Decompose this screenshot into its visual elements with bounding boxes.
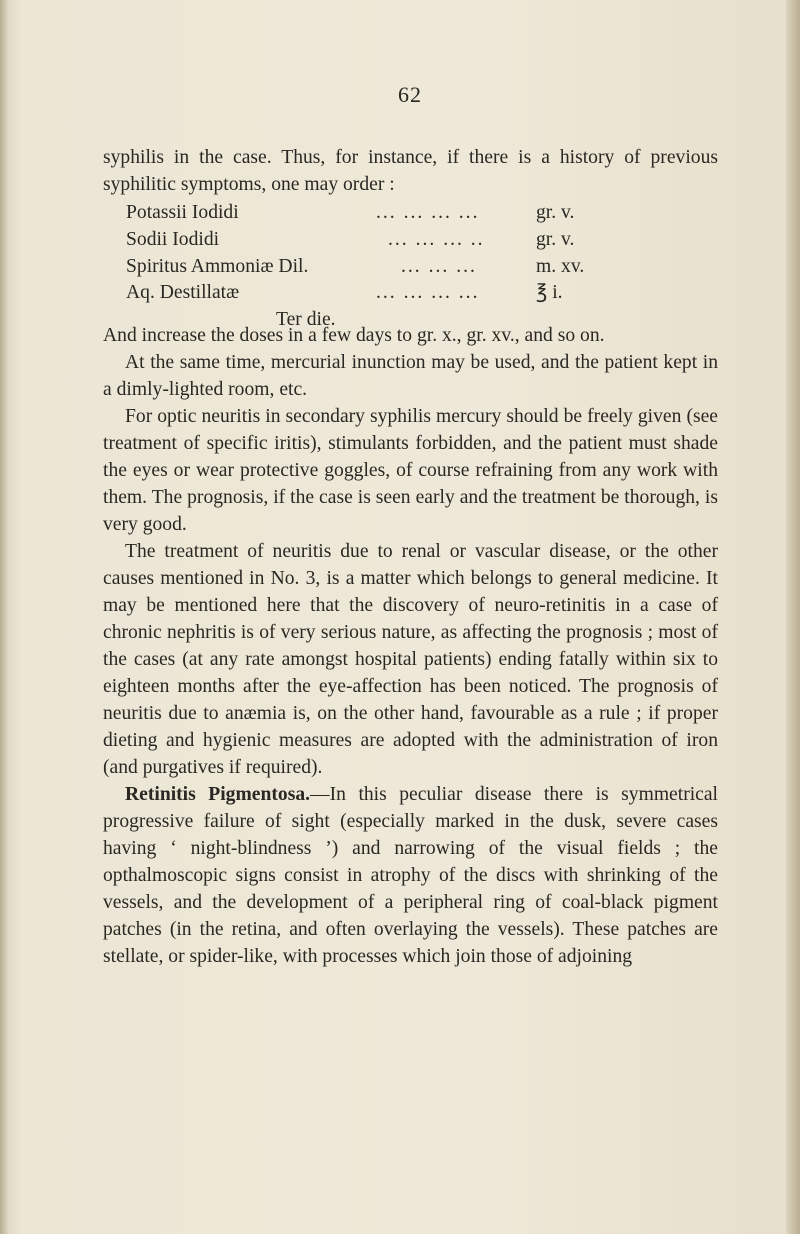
- section-heading: Retinitis Pigmentosa.: [125, 784, 311, 805]
- intro-paragraph: [103, 144, 718, 198]
- prescription-note: Ter die.: [276, 309, 336, 330]
- ingredient-dose: gr. v.: [536, 202, 575, 223]
- main-text: [103, 322, 718, 970]
- ingredient-name: Aq. Destillatæ: [126, 282, 240, 304]
- page-right-edge: [786, 0, 800, 1234]
- dot-leader: ... ... ... ...: [376, 202, 480, 223]
- dot-leader: ... ... ... ...: [376, 282, 480, 304]
- ingredient-name: Spiritus Ammoniæ Dil.: [126, 255, 309, 277]
- prescription: [126, 200, 711, 330]
- paragraph: The treatment of neuritis due to renal or vascular disease, or the other causes mentioned in No. 3, is a matter which belongs to general medicine. It may be mentioned here that the discovery of neuro-retinitis in a case of chronic nephritis is of very serious nature, as affecting the prognosis ; most of the cases (at any rate amongst hospital patients) ending fatally within six to eighteen months after the eye-affection has been noticed. The prognosis of neuritis due to anæmia is, on the other hand, favourable as a rule ; if proper dieting and hygienic measures are adopted with the administration of iron (and purgatives if required).: [103, 541, 718, 778]
- paragraph: At the same time, mercurial inunction may be used, and the patient kept in a dimly-lighted room, etc.: [103, 352, 718, 400]
- dot-leader: ... ... ... ..: [388, 228, 485, 250]
- ingredient-dose: m. xv.: [536, 255, 585, 277]
- intro-text: syphilis in the case. Thus, for instance, if there is a history of previous syphilitic symptoms, one may order :: [103, 147, 718, 195]
- dot-leader: ... ... ...: [401, 255, 477, 277]
- ingredient-dose: gr. v.: [536, 228, 575, 250]
- ingredient-dose: ℥ i.: [536, 282, 563, 304]
- paragraph: And increase the doses in a few days to gr. x., gr. xv., and so on.: [103, 325, 605, 346]
- section-text: —In this peculiar disease there is symmetrical progressive failure of sight (especially marked in the dusk, severe cases having ‘ night-blindness ’) and narrowing of the visual fields ; the opthalmoscopic signs consist in atrophy of the discs with shrinking of the vessels, and the development of a peripheral ring of coal-black pigment patches (in the retina, and often overlaying the vessels). These patches are stellate, or spider-like, with processes which join those of adjoining: [103, 784, 719, 967]
- ingredient-name: Sodii Iodidi: [126, 228, 220, 250]
- prescription-row: [126, 254, 711, 281]
- paragraph: For optic neuritis in secondary syphilis mercury should be freely given (see treatment of specific iritis), stimulants forbidden, and the patient must shade the eyes or wear protective goggles, of course refraining from any work with them. The prognosis, if the case is seen early and the treatment be thorough, is very good.: [103, 406, 718, 535]
- page-number: 62: [398, 82, 422, 107]
- ingredient-name: Potassii Iodidi: [126, 202, 239, 223]
- page-left-edge: [0, 0, 8, 1234]
- prescription-row: [126, 280, 711, 307]
- paragraph: [103, 781, 718, 970]
- prescription-row: [126, 227, 711, 254]
- prescription-row: [126, 200, 711, 227]
